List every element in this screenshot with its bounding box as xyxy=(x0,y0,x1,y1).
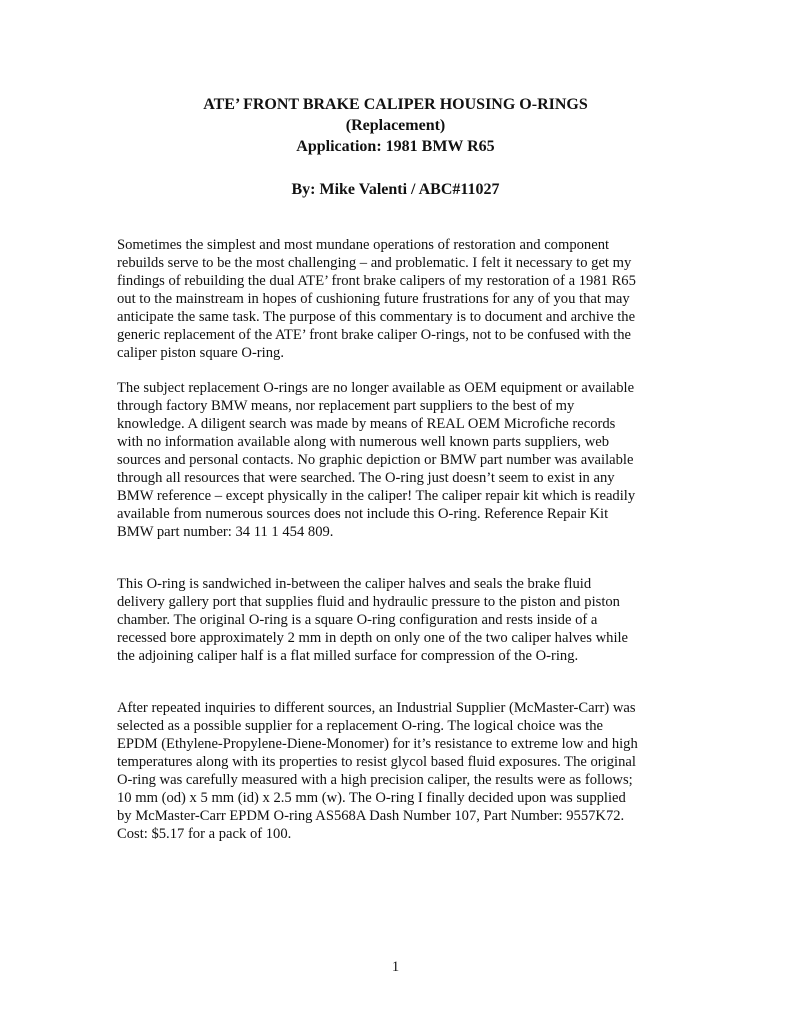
paragraph-replacement-supplier xyxy=(117,699,677,843)
text-line: selected as a possible supplier for a replacement O-ring. The logical choice was the xyxy=(117,718,604,734)
text-line: out to the mainstream in hopes of cushioning future frustrations for any of you that may xyxy=(117,291,630,307)
text-line: with no information available along with numerous well known parts suppliers, web xyxy=(117,434,610,450)
document-title xyxy=(0,94,791,157)
paragraph-oring-description xyxy=(117,575,677,665)
text-line: findings of rebuilding the dual ATE’ front brake calipers of my restoration of a 1981 R65 xyxy=(117,273,636,289)
text-line: sources and personal contacts. No graphic depiction or BMW part number was available xyxy=(117,452,634,468)
text-line: O-ring was carefully measured with a high precision caliper, the results were as follows; xyxy=(117,772,633,788)
text-line: temperatures along with its properties to resist glycol based fluid exposures. The original xyxy=(117,754,636,770)
text-line: available from numerous sources does not include this O-ring. Reference Repair Kit xyxy=(117,506,609,522)
text-line: Sometimes the simplest and most mundane operations of restoration and component xyxy=(117,237,610,253)
text-line: EPDM (Ethylene-Propylene-Diene-Monomer) for it’s resistance to extreme low and high xyxy=(117,736,638,752)
author-byline: By: Mike Valenti / ABC#11027 xyxy=(291,181,500,198)
text-line: through factory BMW means, nor replacement part suppliers to the best of my xyxy=(117,398,575,414)
paragraph-introduction xyxy=(117,236,677,362)
text-line: After repeated inquiries to different sources, an Industrial Supplier (McMaster-Carr) was xyxy=(117,700,636,716)
application-line: Application: 1981 BMW R65 xyxy=(296,138,495,155)
text-line: generic replacement of the ATE’ front brake caliper O-rings, not to be confused with the xyxy=(117,327,631,343)
subtitle-line: (Replacement) xyxy=(345,117,446,134)
text-line: The subject replacement O-rings are no longer available as OEM equipment or available xyxy=(117,380,635,396)
text-line: chamber. The original O-ring is a square O-ring configuration and rests inside of a xyxy=(117,612,598,628)
page-number: 1 xyxy=(391,959,400,975)
title-line: ATE’ FRONT BRAKE CALIPER HOUSING O-RINGS xyxy=(203,96,588,113)
text-line: recessed bore approximately 2 mm in depth on only one of the two caliper halves while xyxy=(117,630,629,646)
text-line: BMW reference – except physically in the caliper! The caliper repair kit which is readily xyxy=(117,488,636,504)
text-line: Cost: $5.17 for a pack of 100. xyxy=(117,826,292,842)
text-line: rebuilds serve to be the most challenging – and problematic. I felt it necessary to get my xyxy=(117,255,632,271)
text-line: caliper piston square O-ring. xyxy=(117,345,284,361)
text-line: the adjoining caliper half is a flat milled surface for compression of the O-ring. xyxy=(117,648,579,664)
text-line: delivery gallery port that supplies fluid and hydraulic pressure to the piston and piston xyxy=(117,594,620,610)
text-line: through all resources that were searched. The O-ring just doesn’t seem to exist in any xyxy=(117,470,615,486)
text-line: anticipate the same task. The purpose of this commentary is to document and archive the xyxy=(117,309,636,325)
text-line: 10 mm (od) x 5 mm (id) x 2.5 mm (w). The O-ring I finally decided upon was supplied xyxy=(117,790,626,806)
paragraph-availability xyxy=(117,379,677,541)
text-line: knowledge. A diligent search was made by means of REAL OEM Microfiche records xyxy=(117,416,616,432)
text-line: by McMaster-Carr EPDM O-ring AS568A Dash Number 107, Part Number: 9557K72. xyxy=(117,808,625,824)
text-line: This O-ring is sandwiched in-between the caliper halves and seals the brake fluid xyxy=(117,576,592,592)
text-line: BMW part number: 34 11 1 454 809. xyxy=(117,524,334,540)
